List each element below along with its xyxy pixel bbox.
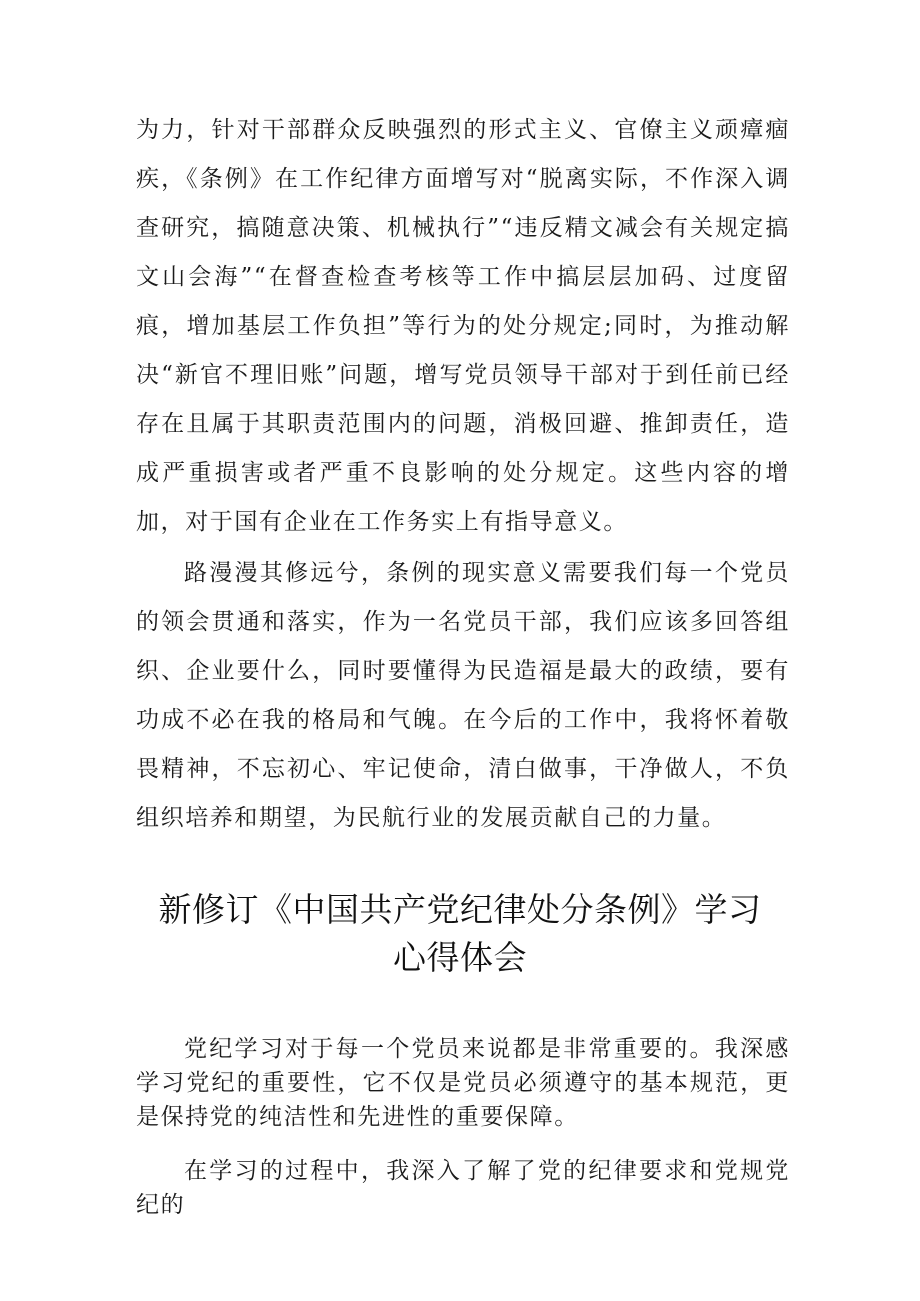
article-title-line: 新修订《中国共产党纪律处分条例》学习 <box>158 890 762 929</box>
body-paragraph: 党纪学习对于每一个党员来说都是非常重要的。我深感学习党纪的重要性，它不仅是党员必须遵守的基本规范，更是保持党的纯洁性和先进性的重要保障。 <box>136 1036 790 1130</box>
body-paragraph: 为力，针对干部群众反映强烈的形式主义、官僚主义顽瘴痼疾，《条例》在工作纪律方面增写对“脱离实际，不作深入调查研究，搞随意决策、机械执行”“违反精文减会有关规定搞文山会海”“在督查检查考核等工作中搞层层加码、过度留痕，增加基层工作负担”等行为的处分规定;同时，为推动解决“新官不理旧账”问题，增写党员领导干部对于到任前已经存在且属于其职责范围内的问题，消极回避、推卸责任，造成严重损害或者严重不良影响的处分规定。这些内容的增加，对于国有企业在工作务实上有指导意义。 <box>136 117 790 535</box>
previous-article-ending <box>136 106 790 843</box>
article-body <box>136 1032 790 1222</box>
article-title <box>100 886 820 982</box>
body-paragraph: 路漫漫其修远兮，条例的现实意义需要我们每一个党员的领会贯通和落实，作为一名党员干部，我们应该多回答组织、企业要什么，同时要懂得为民造福是最大的政绩，要有功成不必在我的格局和气魄。在今后的工作中，我将怀着敬畏精神，不忘初心、牢记使命，清白做事，干净做人，不负组织培养和期望，为民航行业的发展贡献自己的力量。 <box>136 560 790 831</box>
body-paragraph: 在学习的过程中，我深入了解了党的纪律要求和党规党纪的 <box>136 1158 790 1218</box>
article-title-line: 心得体会 <box>393 938 527 977</box>
